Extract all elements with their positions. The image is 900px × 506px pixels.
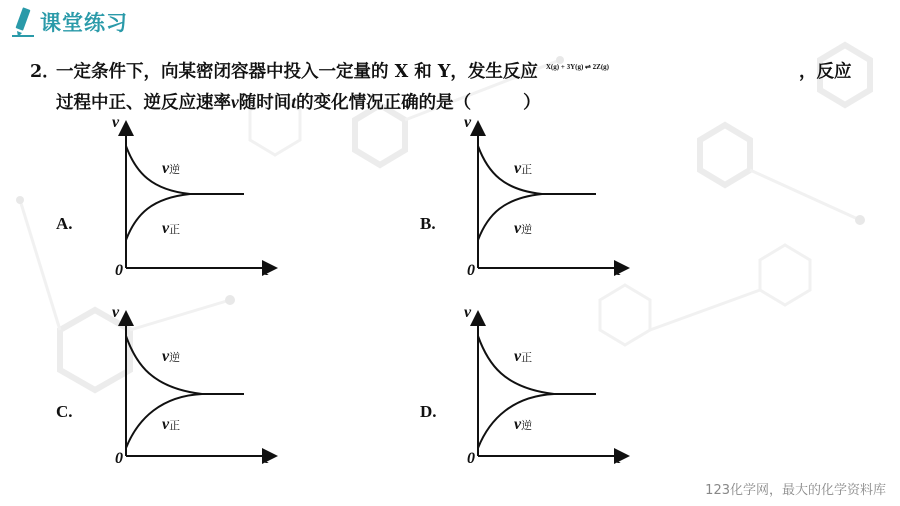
y-axis-label: v xyxy=(464,114,472,131)
upper-curve-label: v逆 xyxy=(162,348,181,365)
lower-curve-label: v逆 xyxy=(514,416,533,433)
upper-curve xyxy=(126,336,244,394)
graph-d xyxy=(464,304,664,468)
upper-curve-label: v逆 xyxy=(162,160,181,177)
upper-curve xyxy=(126,146,244,194)
graph-b xyxy=(464,114,664,279)
graph-c xyxy=(112,304,312,468)
section-title: 课堂练习 xyxy=(40,11,128,35)
question-line-2 xyxy=(30,87,880,118)
x-axis-label: t xyxy=(616,262,621,279)
upper-curve xyxy=(478,336,596,394)
x-axis-label: t xyxy=(264,450,269,467)
option-c-label[interactable]: C. xyxy=(56,402,73,421)
y-axis-label: v xyxy=(464,304,472,321)
graph-a-plot xyxy=(112,118,282,278)
section-header xyxy=(10,6,128,38)
upper-curve-label: v正 xyxy=(514,348,533,365)
question-stem-1: 一定条件下，向某密闭容器中投入一定量的 X 和 Y，发生反应 xyxy=(56,62,538,82)
var-v: v xyxy=(231,92,239,112)
upper-curve xyxy=(478,146,596,194)
option-d-label[interactable]: D. xyxy=(420,402,437,421)
lower-curve xyxy=(126,194,190,240)
x-axis-label: t xyxy=(616,450,621,467)
lower-curve-label: v正 xyxy=(162,220,181,237)
graph-b-plot xyxy=(464,118,634,278)
graph-d-plot xyxy=(464,308,634,468)
origin-label: 0 xyxy=(115,262,123,279)
question-line-1 xyxy=(30,52,880,87)
lower-curve xyxy=(478,194,542,240)
question-stem-tail: ，反应 xyxy=(798,62,852,82)
y-axis-label: v xyxy=(112,304,120,321)
option-b-label[interactable]: B. xyxy=(420,214,436,233)
origin-label: 0 xyxy=(467,450,475,467)
var-t: t xyxy=(291,92,297,112)
origin-label: 0 xyxy=(467,262,475,279)
pencil-icon xyxy=(10,7,36,37)
x-axis-label: t xyxy=(264,262,269,279)
reaction-equation: X(g) + 3Y(g) ⇌ 2Z(g) xyxy=(545,63,609,71)
y-axis-label: v xyxy=(112,114,120,131)
question-text xyxy=(30,52,880,118)
question-stem-2a: 过程中正、逆反应速率 xyxy=(56,93,231,113)
lower-curve-label: v正 xyxy=(162,416,181,433)
lower-curve-label: v逆 xyxy=(514,220,533,237)
question-close-paren: ） xyxy=(523,93,541,113)
upper-curve-label: v正 xyxy=(514,160,533,177)
question-stem-2c: 的变化情况正确的是（ xyxy=(296,93,472,113)
graph-c-plot xyxy=(112,308,282,468)
option-a-label[interactable]: A. xyxy=(56,214,73,233)
footer-watermark: 123化学网，最大的化学资料库 xyxy=(705,483,886,498)
graph-a xyxy=(112,114,312,279)
origin-label: 0 xyxy=(115,450,123,467)
question-stem-2b: 随时间 xyxy=(238,93,292,113)
question-number: 2． xyxy=(30,62,60,82)
